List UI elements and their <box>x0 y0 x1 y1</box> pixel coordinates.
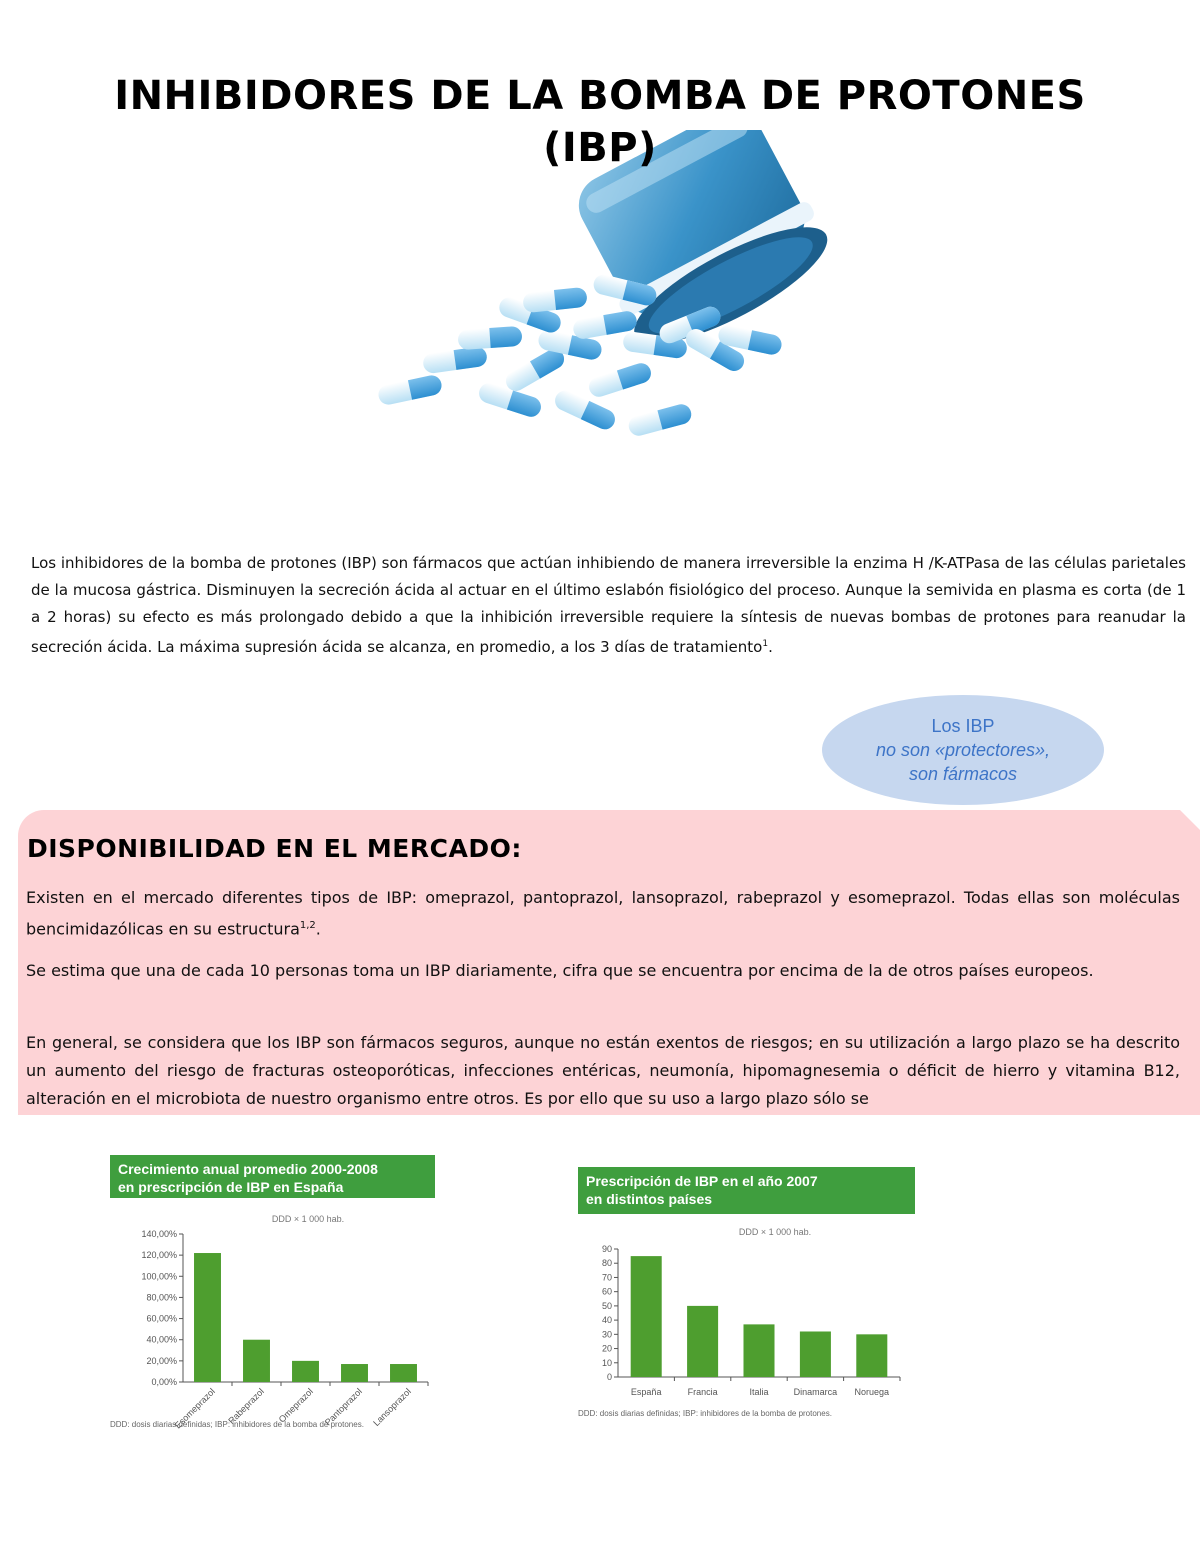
chart-plot <box>560 1165 920 1430</box>
callout-line2: no son «protectores», <box>875 740 1051 760</box>
y-tick-label: 0,00% <box>151 1377 177 1387</box>
intro-reference: 1 <box>762 639 769 649</box>
bar <box>743 1324 774 1377</box>
callout-line3: son fármacos <box>908 764 1018 784</box>
intro-paragraph <box>31 550 1186 661</box>
intro-end: . <box>768 638 773 656</box>
page-title-line2: (IBP) <box>543 125 657 171</box>
bar <box>243 1340 270 1382</box>
callout-bubble <box>822 695 1104 805</box>
chart-title-line1: Prescripción de IBP en el año 2007 <box>586 1173 818 1189</box>
y-tick-label: 140,00% <box>141 1229 177 1239</box>
x-tick-label: Lansoprazol <box>371 1386 413 1429</box>
chart-countries-2007 <box>560 1165 920 1430</box>
bar <box>390 1364 417 1382</box>
x-tick-label: Rabeprazol <box>226 1386 266 1426</box>
section-paragraph-3: En general, se considera que los IBP son fármacos seguros, aunque no están exentos de riesgos; en su utilización a largo plazo se ha descrito un aumento del riesgo de fracturas osteoporóticas, infecciones entéricas, neumonía, hipomagnesemia o déficit de hierro y vitamina B12, alteración en el microbiota de nuestro organismo entre otros. Es por ello que su uso a largo plazo sólo se <box>26 1033 1180 1108</box>
y-tick-label: 80 <box>601 1258 612 1269</box>
x-tick-label: Dinamarca <box>793 1387 838 1397</box>
y-tick-label: 20 <box>601 1343 612 1354</box>
chart-plot <box>88 1152 448 1437</box>
section-paragraph-2: Se estima que una de cada 10 personas toma un IBP diariamente, cifra que se encuentra por encima de la de otros países europeos. <box>26 961 1094 980</box>
pill-bottle-spilled-capsules-icon <box>360 130 840 460</box>
section-paragraph-1-text: Existen en el mercado diferentes tipos de IBP: omeprazol, pantoprazol, lansoprazol, rabeprazol y esomeprazol. Todas ellas son moléculas bencimidazólicas en su estructura <box>26 888 1180 939</box>
chart-footnote: DDD: dosis diarias definidas; IBP: inhibidores de la bomba de protones. <box>110 1420 364 1429</box>
section-heading: DISPONIBILIDAD EN EL MERCADO: <box>27 834 522 863</box>
intro-text: Los inhibidores de la bomba de protones (IBP) son fármacos que actúan inhibiendo de manera irreversible la enzima H /K-ATPasa de las células parietales de la mucosa gástrica. Disminuyen la secreción ácida al actuar en el último eslabón fisiológico del proceso. Aunque la semivida en plasma es corta (de 1 a 2 horas) su efecto es más prolongado debido a que la inhibición irreversible requiere la síntesis de nuevas bombas de protones para reanudar la secreción ácida. La máxima supresión ácida se alcanza, en promedio, a los 3 días de tratamiento <box>31 554 1186 656</box>
section-paragraph-1 <box>26 884 1180 943</box>
y-tick-label: 0 <box>606 1372 612 1382</box>
bar <box>800 1331 831 1377</box>
page-title-line1: INHIBIDORES DE LA BOMBA DE PROTONES <box>114 73 1086 119</box>
y-tick-label: 10 <box>601 1357 612 1368</box>
x-tick-label: Pantoprazol <box>322 1386 364 1428</box>
y-tick-label: 60 <box>601 1286 612 1297</box>
page-title <box>0 70 1200 174</box>
y-tick-label: 100,00% <box>141 1271 177 1282</box>
section-paragraph-1-reference: 1,2 <box>299 920 316 931</box>
x-tick-label: Noruega <box>854 1387 890 1397</box>
bar <box>856 1334 887 1377</box>
y-tick-label: 90 <box>601 1244 612 1254</box>
y-tick-label: 40,00% <box>146 1334 177 1345</box>
chart-unit-label: DDD × 1 000 hab. <box>738 1227 812 1237</box>
y-tick-label: 80,00% <box>146 1292 177 1303</box>
x-tick-label: España <box>630 1387 662 1397</box>
y-tick-label: 40 <box>601 1315 612 1326</box>
bar <box>631 1256 662 1377</box>
y-tick-label: 120,00% <box>141 1250 177 1261</box>
x-tick-label: Esomeprazol <box>172 1386 217 1431</box>
market-availability-section <box>18 810 1200 1115</box>
folded-corner <box>1179 810 1200 831</box>
bar <box>341 1364 368 1382</box>
y-tick-label: 70 <box>601 1272 612 1283</box>
chart-title-line2: en prescripción de IBP en España <box>118 1179 344 1195</box>
callout-line1: Los IBP <box>931 716 995 736</box>
y-tick-label: 30 <box>601 1329 612 1340</box>
y-tick-label: 60,00% <box>146 1313 177 1324</box>
chart-footnote: DDD: dosis diarias definidas; IBP: inhibidores de la bomba de protones. <box>578 1409 832 1418</box>
x-tick-label: Francia <box>687 1387 718 1397</box>
bar <box>687 1306 718 1377</box>
chart-title-line2: en distintos países <box>586 1191 713 1207</box>
x-tick-label: Italia <box>749 1387 769 1397</box>
y-tick-label: 20,00% <box>146 1355 177 1366</box>
chart-title-line1: Crecimiento anual promedio 2000-2008 <box>118 1161 378 1177</box>
bar <box>194 1253 221 1382</box>
bar <box>292 1361 319 1382</box>
y-tick-label: 50 <box>601 1300 612 1311</box>
section-paragraph-1-end: . <box>315 919 321 939</box>
chart-growth-spain <box>88 1152 448 1437</box>
x-tick-label: Omeprazol <box>276 1386 315 1425</box>
chart-unit-label: DDD × 1 000 hab. <box>271 1214 345 1224</box>
